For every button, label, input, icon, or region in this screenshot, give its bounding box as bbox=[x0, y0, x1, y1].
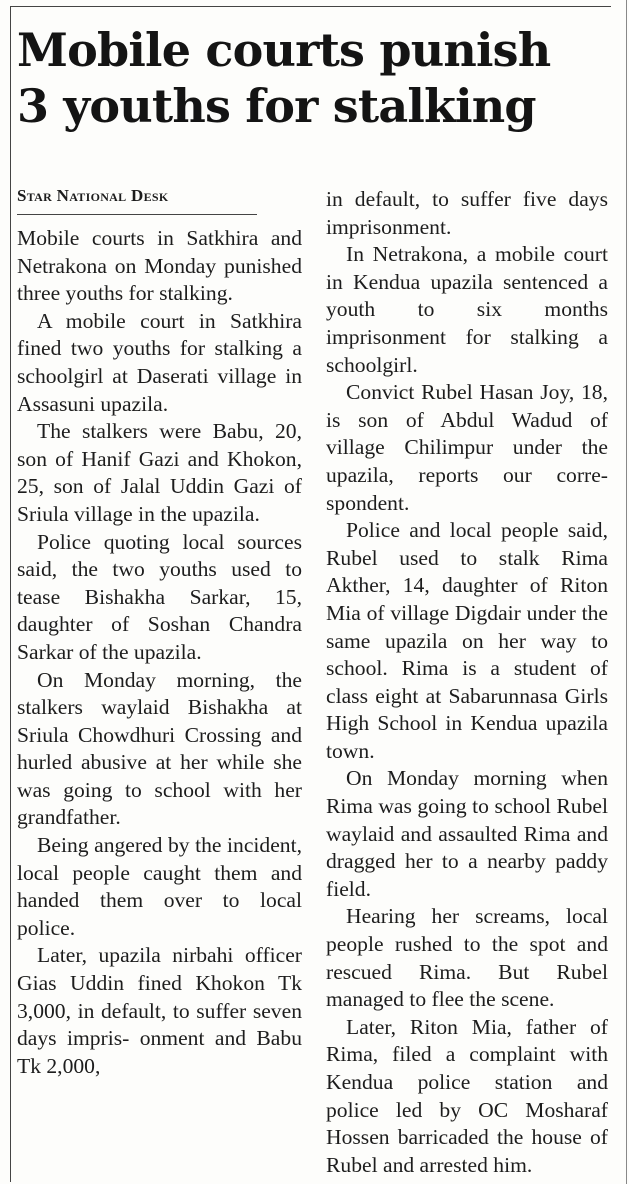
paragraph: Later, upazila nirbahi officer Gias Uddin fined Khokon Tk 3,000, in default, to suffer seven days impris- onment and Babu Tk 2,000, bbox=[17, 943, 302, 1078]
column-left bbox=[17, 184, 302, 1080]
paragraph: Later, Riton Mia, father of Rima, filed a complaint with Kendua police station and police led by OC Mosharaf Hossen barricaded the house of Rubel and arrested him. bbox=[326, 1014, 608, 1177]
headline-line-2: 3 youths for stalking bbox=[17, 79, 536, 133]
column-right bbox=[326, 186, 608, 1179]
paragraph: Hearing her screams, local people rushed to the spot and rescued Rima. But Rubel managed to flee the scene. bbox=[326, 904, 608, 1012]
paragraph: The stalkers were Babu, 20, son of Hanif Gazi and Khokon, 25, son of Jalal Uddin Gazi of Sriula village in the upazila. bbox=[17, 419, 302, 526]
paragraph: Police quoting local sources said, the two youths used to tease Bishakha Sarkar, 15, daughter of Soshan Chandra Sarkar of the upazila. bbox=[17, 529, 302, 664]
left-rule bbox=[10, 6, 11, 1182]
paragraph: In Netrakona, a mobile court in Kendua upazila sentenced a youth to six months imprisonment for stalking a schoolgirl. bbox=[326, 242, 608, 377]
paragraph: Convict Rubel Hasan Joy, 18, is son of Abdul Wadud of village Chilimpur under the upazila, reports our corre- spondent. bbox=[326, 380, 608, 515]
paragraph: On Monday morning, the stalkers waylaid Bishakha at Sriula Chowdhuri Crossing and hurled abusive at her while she was going to school with her grandfather. bbox=[17, 667, 302, 830]
headline bbox=[17, 22, 617, 134]
paragraph: Mobile courts in Satkhira and Netrakona on Monday punished three youths for stalking. bbox=[17, 226, 302, 306]
paragraph: Being angered by the incident, local people caught them and handed them over to local police. bbox=[17, 833, 302, 940]
paragraph: On Monday morning when Rima was going to school Rubel waylaid and assaulted Rima and dragged her to a nearby paddy field. bbox=[326, 766, 608, 901]
right-rule bbox=[626, 0, 627, 1184]
paragraph: Police and local people said, Rubel used to stalk Rima Akther, 14, daughter of Riton Mia of village Digdair under the same upazila on her way to school. Rima is a student of class eight at Sabarunnasa Girls High School in Kendua upazila town. bbox=[326, 518, 608, 763]
paragraph: A mobile court in Satkhira fined two youths for stalking a schoolgirl at Daserati village in Assasuni upazila. bbox=[17, 308, 302, 416]
paragraph: in default, to suffer five days imprisonment. bbox=[326, 187, 608, 239]
top-rule bbox=[10, 6, 611, 7]
headline-line-1: Mobile courts punish bbox=[17, 23, 551, 77]
byline: Star National Desk bbox=[17, 184, 257, 215]
